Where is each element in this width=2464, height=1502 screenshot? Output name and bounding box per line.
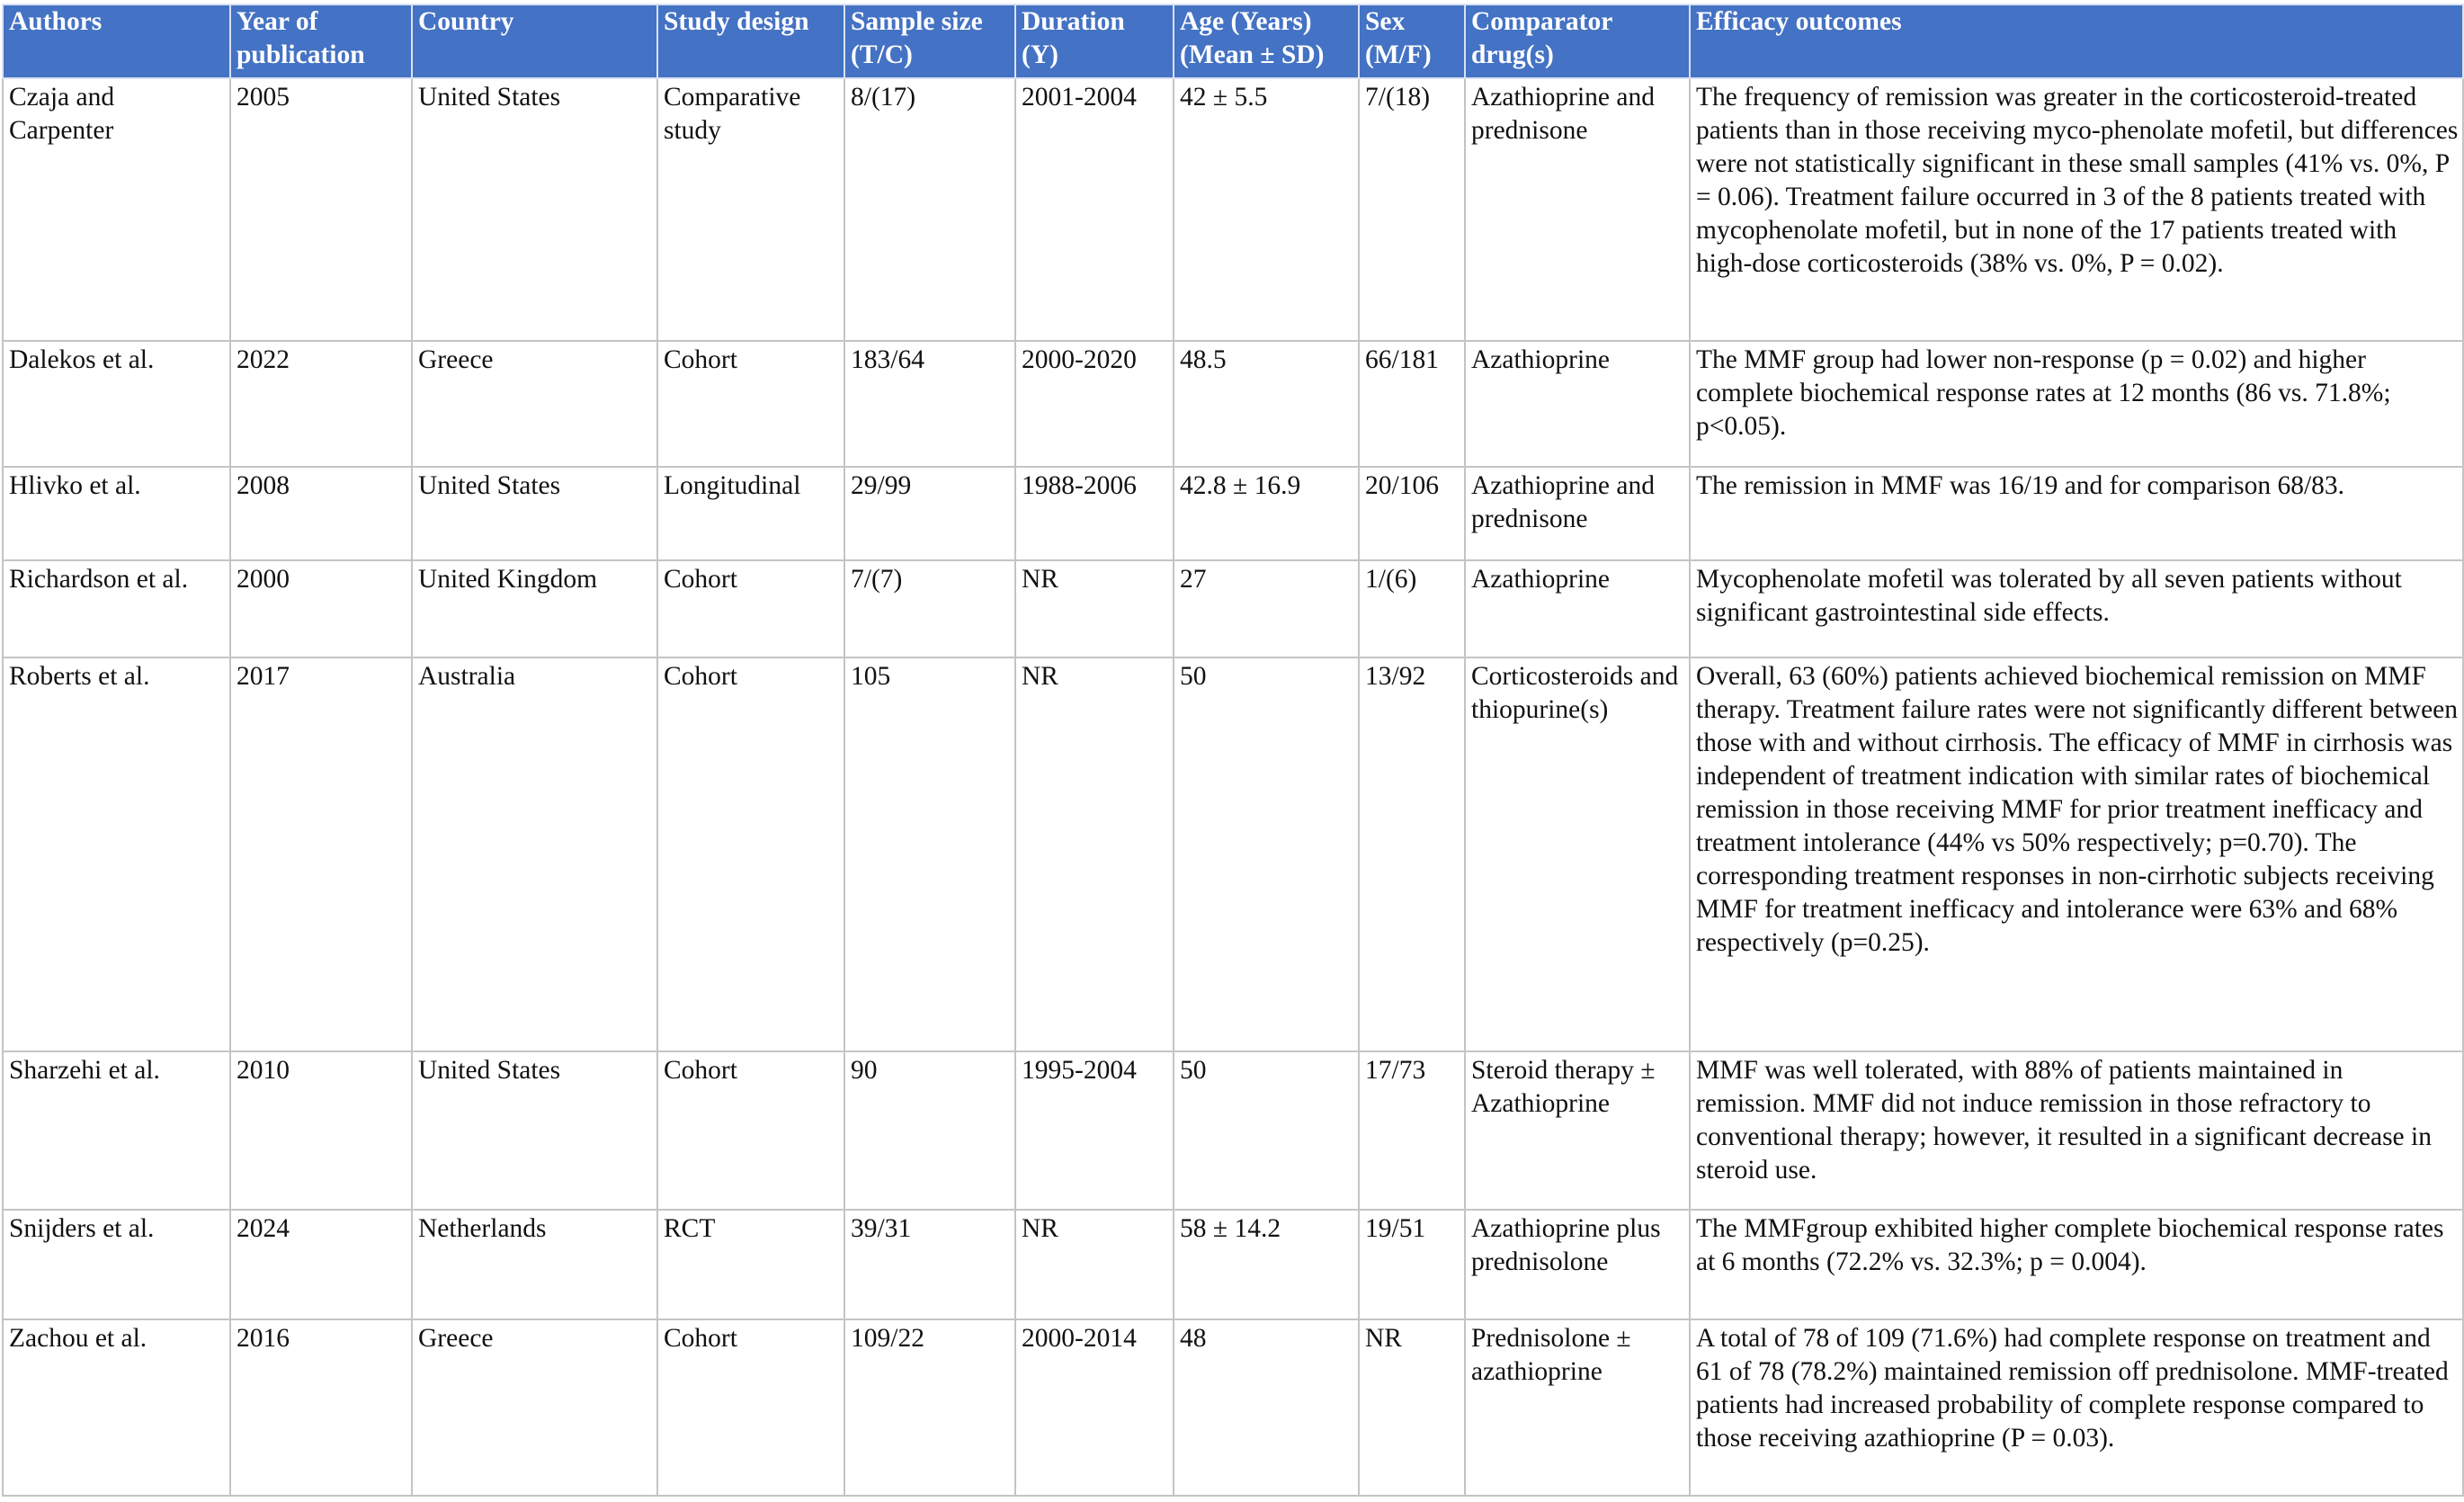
cell-comparator: Azathioprine plus prednisolone [1465, 1210, 1690, 1319]
cell-year: 2000 [230, 560, 412, 657]
table-row [3, 78, 2463, 341]
cell-year: 2017 [230, 657, 412, 1051]
cell-comparator: Steroid therapy ± Azathioprine [1465, 1051, 1690, 1210]
cell-sample-size: 7/(7) [844, 560, 1015, 657]
cell-duration: 2000-2020 [1015, 341, 1174, 467]
header-comparator-line2: drug(s) [1471, 40, 1554, 69]
cell-age: 50 [1174, 657, 1359, 1051]
cell-country: United States [412, 78, 657, 341]
cell-sample-size: 39/31 [844, 1210, 1015, 1319]
header-row [3, 4, 2463, 78]
cell-year: 2010 [230, 1051, 412, 1210]
cell-sample-size: 8/(17) [844, 78, 1015, 341]
header-country [412, 4, 657, 78]
cell-efficacy-outcome: Overall, 63 (60%) patients achieved biochemical remission on MMF therapy. Treatment failure rates were not significantly different between those with and without cirrhosis. The efficacy of MMF in cirrhosis was independent of treatment indication with similar rates of biochemical remission in those receiving MMF for prior treatment inefficacy and treatment intolerance (44% vs 50% respectively; p=0.70). The corresponding treatment responses in non-cirrhotic subjects receiving MMF for treatment inefficacy and intolerance were 63% and 68% respectively (p=0.25). [1690, 657, 2463, 1051]
header-comparator [1465, 4, 1690, 78]
cell-comparator: Azathioprine [1465, 341, 1690, 467]
cell-country: Australia [412, 657, 657, 1051]
cell-sex: 17/73 [1359, 1051, 1465, 1210]
table-row [3, 341, 2463, 467]
cell-efficacy-outcome: A total of 78 of 109 (71.6%) had complete response on treatment and 61 of 78 (78.2%) maintained remission off prednisolone. MMF-treated patients had increased probability of complete response compared to those receiving azathioprine (P = 0.03). [1690, 1319, 2463, 1496]
cell-efficacy-outcome: MMF was well tolerated, with 88% of patients maintained in remission. MMF did not induce remission in those refractory to conventional therapy; however, it resulted in a significant decrease in steroid use. [1690, 1051, 2463, 1210]
cell-study-design: RCT [657, 1210, 844, 1319]
cell-authors: Sharzehi et al. [3, 1051, 230, 1210]
cell-study-design: Cohort [657, 1319, 844, 1496]
table-row [3, 467, 2463, 560]
cell-comparator: Azathioprine [1465, 560, 1690, 657]
header-sex-line1: Sex [1365, 7, 1406, 36]
cell-comparator: Azathioprine and prednisone [1465, 467, 1690, 560]
cell-duration: NR [1015, 657, 1174, 1051]
table-row [3, 560, 2463, 657]
cell-age: 42.8 ± 16.9 [1174, 467, 1359, 560]
cell-duration: 2001-2004 [1015, 78, 1174, 341]
cell-country: United States [412, 467, 657, 560]
cell-sex: 66/181 [1359, 341, 1465, 467]
cell-duration: NR [1015, 560, 1174, 657]
header-sample-size-line1: Sample size [851, 7, 983, 36]
cell-sample-size: 183/64 [844, 341, 1015, 467]
cell-sample-size: 105 [844, 657, 1015, 1051]
header-age-line1: Age (Years) [1180, 7, 1312, 36]
cell-study-design: Cohort [657, 341, 844, 467]
cell-age: 50 [1174, 1051, 1359, 1210]
header-year-line2: publication [237, 40, 365, 69]
cell-study-design: Cohort [657, 1051, 844, 1210]
cell-efficacy-outcome: The remission in MMF was 16/19 and for comparison 68/83. [1690, 467, 2463, 560]
cell-authors: Dalekos et al. [3, 341, 230, 467]
cell-age: 58 ± 14.2 [1174, 1210, 1359, 1319]
cell-country: United Kingdom [412, 560, 657, 657]
cell-study-design: Cohort [657, 560, 844, 657]
cell-sex: 7/(18) [1359, 78, 1465, 341]
header-authors [3, 4, 230, 78]
cell-year: 2016 [230, 1319, 412, 1496]
cell-authors: Hlivko et al. [3, 467, 230, 560]
cell-authors: Czaja and Carpenter [3, 78, 230, 341]
cell-age: 48.5 [1174, 341, 1359, 467]
cell-year: 2008 [230, 467, 412, 560]
header-study-design-label: Study design [664, 7, 809, 36]
cell-duration: 1995-2004 [1015, 1051, 1174, 1210]
cell-age: 42 ± 5.5 [1174, 78, 1359, 341]
cell-duration: NR [1015, 1210, 1174, 1319]
header-sex [1359, 4, 1465, 78]
cell-country: Netherlands [412, 1210, 657, 1319]
table-row [3, 1051, 2463, 1210]
cell-study-design: Longitudinal [657, 467, 844, 560]
cell-efficacy-outcome: Mycophenolate mofetil was tolerated by all seven patients without significant gastrointestinal side effects. [1690, 560, 2463, 657]
cell-sample-size: 109/22 [844, 1319, 1015, 1496]
header-efficacy-outcomes-label: Efficacy outcomes [1696, 7, 1902, 36]
cell-authors: Roberts et al. [3, 657, 230, 1051]
cell-year: 2024 [230, 1210, 412, 1319]
cell-sex: 20/106 [1359, 467, 1465, 560]
header-duration-line1: Duration [1022, 7, 1125, 36]
cell-study-design: Cohort [657, 657, 844, 1051]
header-comparator-line1: Comparator [1471, 7, 1613, 36]
header-sex-line2: (M/F) [1365, 40, 1432, 69]
table-row [3, 1319, 2463, 1496]
table-header [3, 4, 2463, 78]
cell-age: 27 [1174, 560, 1359, 657]
header-country-label: Country [418, 7, 514, 36]
cell-study-design: Comparative study [657, 78, 844, 341]
cell-comparator: Azathioprine and prednisone [1465, 78, 1690, 341]
header-sample-size [844, 4, 1015, 78]
header-year [230, 4, 412, 78]
cell-efficacy-outcome: The frequency of remission was greater in the corticosteroid-treated patients than in those receiving myco-phenolate mofetil, but differences were not statistically significant in these small samples (41% vs. 0%, P = 0.06). Treatment failure occurred in 3 of the 8 patients treated with mycophenolate mofetil, but in none of the 17 patients treated with high-dose corticosteroids (38% vs. 0%, P = 0.02). [1690, 78, 2463, 341]
header-study-design [657, 4, 844, 78]
cell-authors: Zachou et al. [3, 1319, 230, 1496]
cell-year: 2005 [230, 78, 412, 341]
cell-efficacy-outcome: The MMF group had lower non-response (p = 0.02) and higher complete biochemical response rates at 12 months (86 vs. 71.8%; p<0.05). [1690, 341, 2463, 467]
cell-comparator: Corticosteroids and thiopurine(s) [1465, 657, 1690, 1051]
cell-sex: 19/51 [1359, 1210, 1465, 1319]
cell-country: Greece [412, 341, 657, 467]
header-duration [1015, 4, 1174, 78]
cell-sample-size: 90 [844, 1051, 1015, 1210]
header-duration-line2: (Y) [1022, 40, 1058, 69]
header-age [1174, 4, 1359, 78]
header-sample-size-line2: (T/C) [851, 40, 913, 69]
table-row [3, 1210, 2463, 1319]
cell-authors: Snijders et al. [3, 1210, 230, 1319]
header-authors-label: Authors [9, 7, 103, 36]
cell-efficacy-outcome: The MMFgroup exhibited higher complete biochemical response rates at 6 months (72.2% vs. 32.3%; p = 0.004). [1690, 1210, 2463, 1319]
table-row [3, 657, 2463, 1051]
cell-duration: 1988-2006 [1015, 467, 1174, 560]
cell-comparator: Prednisolone ± azathioprine [1465, 1319, 1690, 1496]
header-efficacy-outcomes [1690, 4, 2463, 78]
table-body [3, 78, 2463, 1496]
cell-year: 2022 [230, 341, 412, 467]
cell-duration: 2000-2014 [1015, 1319, 1174, 1496]
study-characteristics-table [2, 4, 2464, 1497]
cell-sex: NR [1359, 1319, 1465, 1496]
header-year-line1: Year of [237, 7, 318, 36]
cell-sex: 13/92 [1359, 657, 1465, 1051]
cell-age: 48 [1174, 1319, 1359, 1496]
cell-country: Greece [412, 1319, 657, 1496]
header-age-line2: (Mean ± SD) [1180, 40, 1325, 69]
cell-country: United States [412, 1051, 657, 1210]
cell-authors: Richardson et al. [3, 560, 230, 657]
cell-sample-size: 29/99 [844, 467, 1015, 560]
cell-sex: 1/(6) [1359, 560, 1465, 657]
